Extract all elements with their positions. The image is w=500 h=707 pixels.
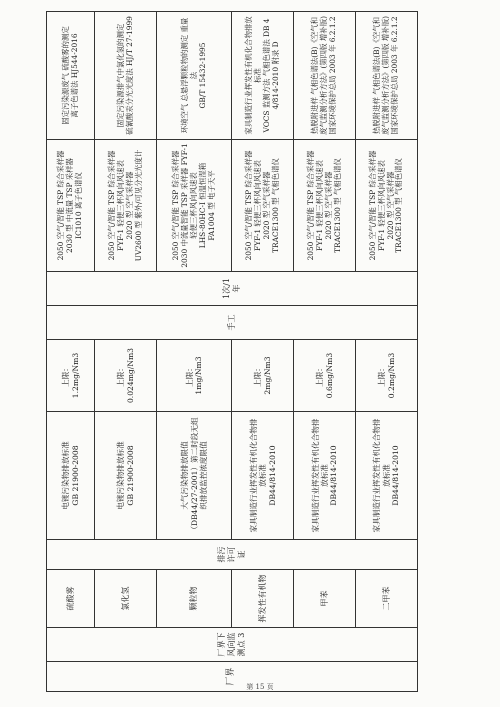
plant-boundary-cell: 厂界 (47, 662, 418, 692)
permit-cell: 排污许可证 (47, 540, 418, 570)
frequency-cell: 1次/1年 (47, 272, 418, 306)
table-row (157, 12, 232, 692)
standard-cell: 电镀污染物排放标准 GB 21900-2008 (95, 412, 157, 540)
rotated-table-wrapper (46, 12, 418, 692)
limit-cell: 上限： 2mg/Nm3 (232, 340, 294, 412)
instrument-cell: 2050 空气/智能 TSP 综合采样器 2030 中流量智能 TSP 采样器 FYF-1 轻便三杯风向风速表 LHS-80HC-I 恒温恒湿箱 FA1004 型 电子天平 (157, 140, 232, 272)
pollutant-cell: 硫酸雾 (47, 570, 95, 628)
pollutant-cell: 甲苯 (294, 570, 356, 628)
limit-cell: 上限： 0.2mg/Nm3 (356, 340, 418, 412)
limit-cell: 上限： 1.2mg/Nm3 (47, 340, 95, 412)
page-number: 第 15 页 (246, 683, 274, 691)
method-cell: 环境空气 总悬浮颗粒物的测定 重量法 GB/T 15432-1995 (157, 12, 232, 140)
instrument-cell: 2050 空气/智能 TSP 综合采样器 2030 型 中流量 TSP 采样器 IC1010 离子色谱仪 (47, 140, 95, 272)
monitor-mode-cell: 手工 (47, 306, 418, 340)
pollutant-cell: 挥发性有机物 (232, 570, 294, 628)
method-cell: 固定污染源排气中氯化氢的测定 硫氰酸汞分光光度法 HJ/T 27-1999 (95, 12, 157, 140)
table-row (356, 12, 418, 692)
method-cell: 热脱附进样 气相色谱法(B)《空气和废气监测分析方法》(第四版 增补版) 国家环境保护总局 2003 年 6.2.1.2 (294, 12, 356, 140)
instrument-cell: 2050 空气/智能 TSP 综合采样器 FYF-1 轻便三杯风向风速表 2020 型 空气采样器 TRACE1300 型 气相色谱仪 (356, 140, 418, 272)
standard-cell: 电镀污染物排放标准 GB 21900-2008 (47, 412, 95, 540)
pollutant-cell: 二甲苯 (356, 570, 418, 628)
instrument-cell: 2050 空气/智能 TSP 综合采样器 FYF-1 轻便三杯风向风速表 2020 型 空气采样器 TRACE1300 型 气相色谱仪 (294, 140, 356, 272)
table-row (47, 12, 95, 692)
standard-cell: 大气污染物排放限值 （DB44/27-2001）第二时段无组织排放监控浓度限值 (157, 412, 232, 540)
pollutant-cell: 颗粒物 (157, 570, 232, 628)
method-cell: 热脱附进样 气相色谱法(B)《空气和废气监测分析方法》(第四版 增补版) 国家环境保护总局 2003 年 6.2.1.2 (356, 12, 418, 140)
pollutant-cell: 氯化氢 (95, 570, 157, 628)
method-cell: 家具制造行业挥发性有机化合物排放标准 VOCS 监测方法 气相色谱法 DB 44/814-2010 附录 D (232, 12, 294, 140)
table-row (232, 12, 294, 692)
monitoring-table (46, 11, 418, 692)
instrument-cell: 2050 空气/智能 TSP 综合采样器 FYF-1 轻便三杯风向风速表 2020 型 空气采样器 UV2600 型 紫外/可见分光光度计 (95, 140, 157, 272)
method-cell: 固定污染源废气 硫酸雾的测定 离子色谱法 HJ544-2016 (47, 12, 95, 140)
standard-cell: 家具制造行业挥发性有机化合物排放标准 DB44/814-2010 (232, 412, 294, 540)
monitoring-point-cell: 厂界下风向监测点 3 (47, 628, 418, 662)
limit-cell: 上限： 0.024mg/Nm3 (95, 340, 157, 412)
standard-cell: 家具制造行业挥发性有机化合物排放标准 DB44/814-2010 (356, 412, 418, 540)
limit-cell: 上限： 1mg/Nm3 (157, 340, 232, 412)
table-row (294, 12, 356, 692)
instrument-cell: 2050 空气/智能 TSP 综合采样器 FYF-1 轻便三杯风向风速表 2020 型 空气采样器 TRACE1300 型 气相色谱仪 (232, 140, 294, 272)
table-row (95, 12, 157, 692)
standard-cell: 家具制造行业挥发性有机化合物排放标准 DB44/814-2010 (294, 412, 356, 540)
limit-cell: 上限： 0.6mg/Nm3 (294, 340, 356, 412)
